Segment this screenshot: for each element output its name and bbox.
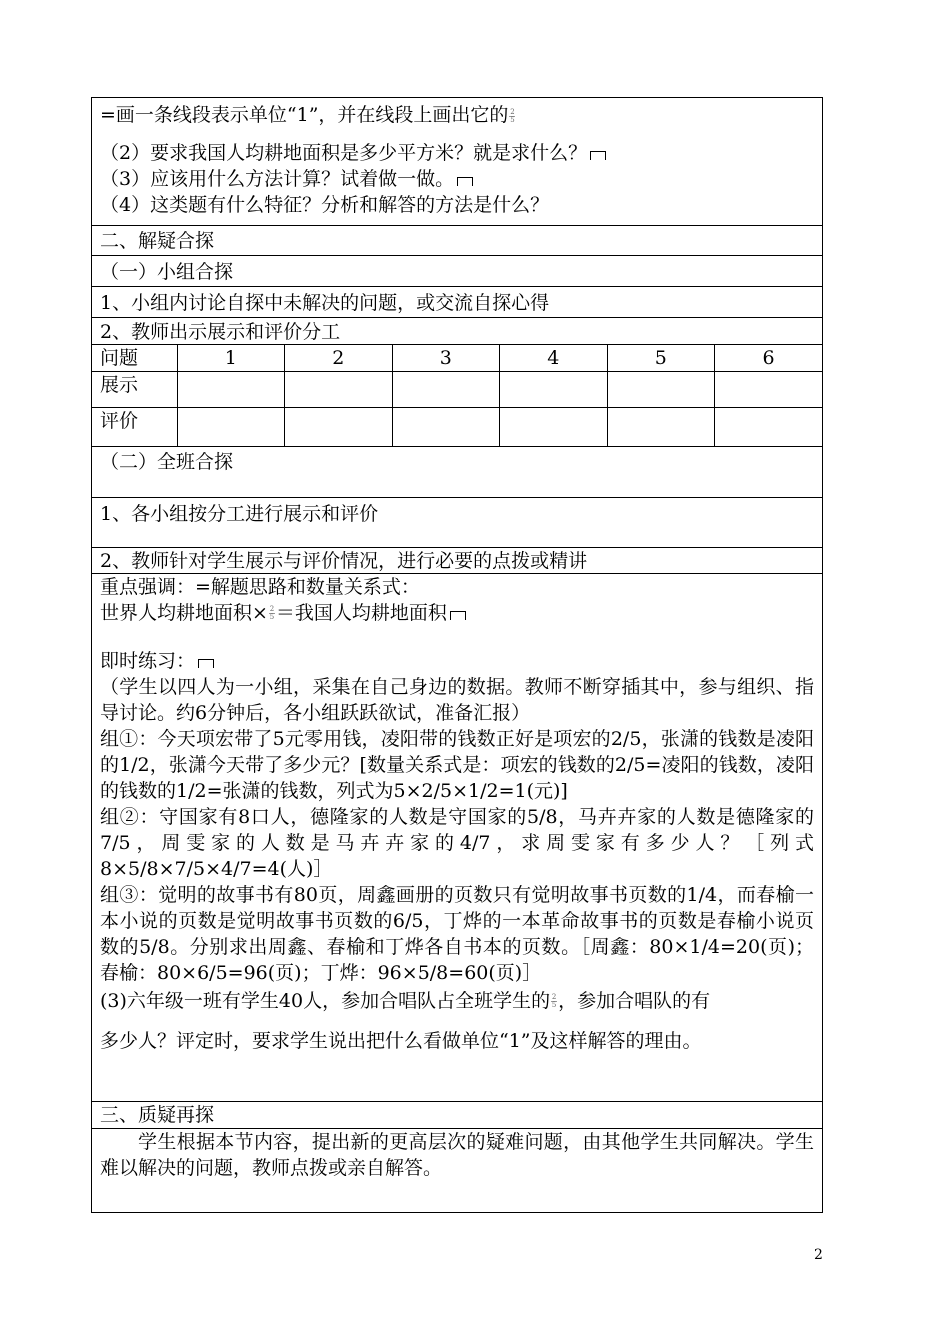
- edit-mark-icon: [457, 177, 473, 186]
- problem-3: (3)六年级一班有学生40人，参加合唱队占全班学生的 $\frac{2}{5}$ ，参加合唱队的有: [100, 989, 711, 1012]
- class-item-1: 1、各小组按分工进行展示和评价: [92, 497, 822, 547]
- table-header-cell: 2: [285, 345, 393, 372]
- formula: 世界人均耕地面积× $\frac{2}{5}$ ＝我国人均耕地面积: [100, 600, 814, 626]
- group-item-1: 1、小组内讨论自探中未解决的问题，或交流自探心得: [92, 286, 822, 317]
- problem-3-continued: 多少人？评定时，要求学生说出把什么看做单位“1”及这样解答的理由。: [100, 1029, 702, 1052]
- group-2-problem: 组②：守国家有8口人，德隆家的人数是守国家的5/8，马卉卉家的人数是德隆家的7/5，周雯家的人数是马卉卉家的4/7，求周雯家有多少人？［列式8×5/8×7/5×4/7=4(人)］: [100, 805, 814, 880]
- assignment-table: [92, 345, 822, 446]
- row-label-evaluate: 评价: [92, 408, 177, 446]
- questioning-text: 学生根据本节内容，提出新的更高层次的疑难问题，由其他学生共同解决。学生难以解决的问题，教师点拨或亲自解答。: [100, 1130, 814, 1179]
- assignment-table-wrapper: [92, 344, 822, 446]
- table-header-cell: 4: [500, 345, 608, 372]
- edit-mark-icon: [198, 659, 214, 668]
- table-row: [92, 408, 822, 446]
- question-3: （3）应该用什么方法计算？试着做一做。: [100, 166, 814, 192]
- fraction: $\frac{2}{5}$: [510, 107, 515, 124]
- table-header-cell: 6: [715, 345, 823, 372]
- table-header-cell: 1: [177, 345, 285, 372]
- fraction: $\frac{2}{5}$: [269, 605, 275, 621]
- row-label-show: 展示: [92, 372, 177, 408]
- question-2: （2）要求我国人均耕地面积是多少平方米？就是求什么？: [100, 140, 814, 166]
- inquiry-questions: [92, 98, 822, 225]
- group-inquiry-title: （一）小组合探: [92, 255, 822, 286]
- table-header-row: [92, 345, 822, 372]
- section-title: 三、质疑再探: [92, 1101, 822, 1128]
- line-segment-instruction: =画一条线段表示单位“1”，并在线段上画出它的 $\frac{2}{5}$: [100, 104, 515, 126]
- edit-mark-icon: [590, 151, 606, 160]
- lesson-plan-table: [91, 97, 823, 1213]
- table-header-cell: 问题: [100, 347, 139, 369]
- focus-heading: 重点强调：=解题思路和数量关系式：: [100, 575, 420, 598]
- edit-mark-icon: [450, 611, 466, 620]
- group-1-problem: 组①：今天项宏带了5元零用钱，凌阳带的钱数正好是项宏的2/5，张潇的钱数是凌阳的1/2，张潇今天带了多少元？[数量关系式是：项宏的钱数的2/5=凌阳的钱数，凌阳的钱数的1/2=张潇的钱数，列式为5×2/5×1/2=1(元)]: [100, 727, 814, 802]
- section-3-body: [92, 1128, 822, 1212]
- practice-intro: （学生以四人为一小组，采集在自己身边的数据。教师不断穿插其中，参与组织、指导讨论。约6分钟后，各小组跃跃欲试，准备汇报）: [100, 675, 814, 724]
- group-item-2: 2、教师出示展示和评价分工: [92, 317, 822, 344]
- question-4: （4）这类题有什么特征？分析和解答的方法是什么？: [100, 194, 550, 216]
- table-header-cell: 3: [392, 345, 500, 372]
- section-title: 二、解疑合探: [92, 225, 822, 255]
- class-inquiry-title: （二）全班合探: [92, 446, 822, 497]
- table-row: [92, 372, 822, 408]
- group-3-problem: 组③：觉明的故事书有80页，周鑫画册的页数只有觉明故事书页数的1/4，而春榆一本小说的页数是觉明故事书页数的6/5，丁烨的一本革命故事书的页数是春榆小说页数的5/8。分别求出周鑫、春榆和丁烨各自书本的页数。［周鑫：80×1/4=20(页)；春榆：80×6/5=96(页)；丁烨：96×5/8=60(页)］: [100, 883, 814, 984]
- table-header-cell: 5: [607, 345, 715, 372]
- fraction: $\frac{2}{5}$: [551, 993, 557, 1009]
- focus-block: [92, 573, 822, 1101]
- page-number: 2: [814, 1247, 823, 1263]
- practice-heading: 即时练习：: [100, 648, 814, 674]
- class-item-2: 2、教师针对学生展示与评价情况，进行必要的点拨或精讲: [92, 547, 822, 573]
